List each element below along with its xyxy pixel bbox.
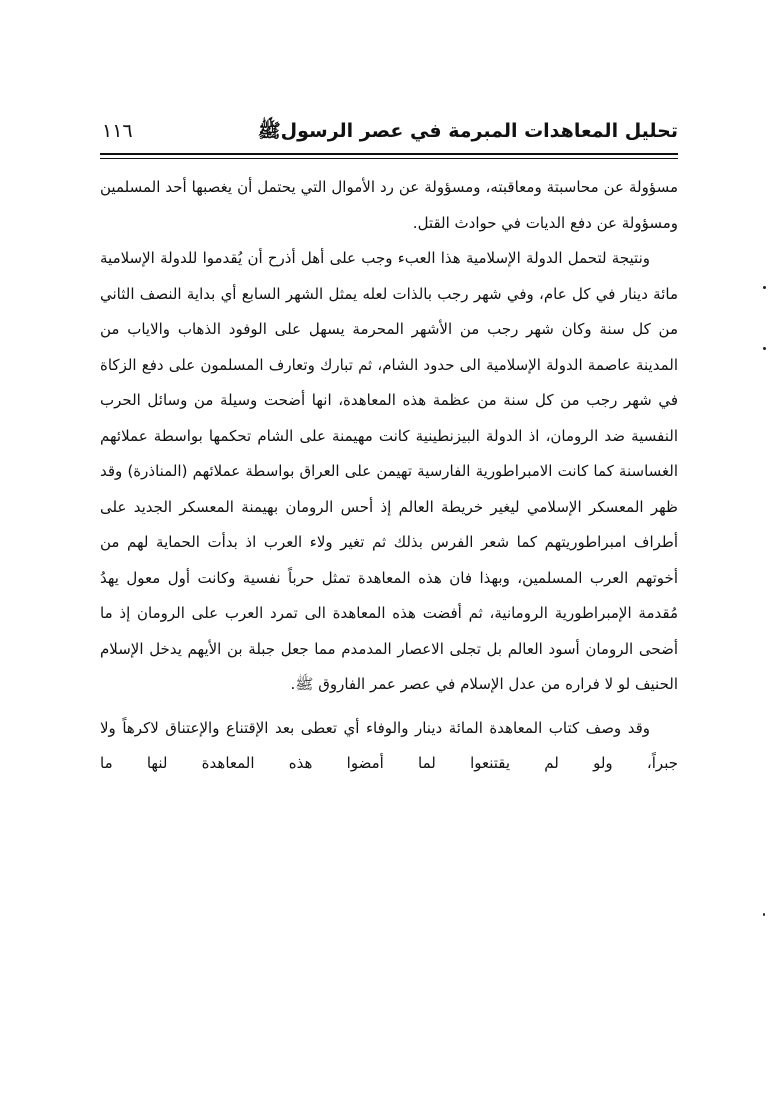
scan-speck	[763, 286, 766, 289]
header-rule-thick	[100, 153, 678, 155]
page-header	[100, 116, 678, 150]
scan-speck	[763, 347, 766, 350]
paragraph-final: وقد وصف كتاب المعاهدة المائة دينار والوفاء أي تعطى بعد الإقتناع والإعتناق لاكرهاً ولا جبراً، ولو لم يقتنعوا لما أمضوا هذه المعاهدة لنها ما	[100, 718, 678, 772]
scan-speck	[763, 913, 765, 916]
paragraph-main: ونتيجة لتحمل الدولة الإسلامية هذا العبء وجب على أهل أذرح أن يُقدموا للدولة الإسلامية مائة دينار في كل عام، وفي شهر رجب بالذات لعله يمثل الشهر السابع أي بداية النصف الثاني من كل سنة وكان شهر رجب من الأشهر المحرمة يسهل على الوفود الذهاب والاياب من المدينة عاصمة الدولة الإسلامية الى حدود الشام، ثم تبارك وتعارف المسلمون على دفع الزكاة في شهر رجب من كل سنة من عظمة هذه المعاهدة، انها أضحت وسيلة من وسائل الحرب النفسية ضد الرومان، اذ الدولة البيزنطينية كانت مهيمنة على الشام تحكمها بواسطة عملائهم الغساسنة كما كانت الامبراطورية الفارسية تهيمن على العراق بواسطة عملائهم (المناذرة) وقد ظهر المعسكر الإسلامي ليغير خريطة العالم إذ أحس الرومان بهيمنة المعسكر الجديد على أطراف امبراطوريتهم كما شعر الفرس بذلك ثم تغير ولاء العرب اذ بدأت الحماية لهم من أخوتهم العرب المسلمين، وبهذا فان هذه المعاهدة تمثل حرباً نفسية وكانت أول معول يهدُ مُقدمة الإمبراطورية الرومانية، ثم أفضت هذه المعاهدة الى تمرد العرب على الرومان إذ ما أضحى الرومان أسود العالم بل تجلى الاعصار المدمدم مما جعل جبلة بن الأيهم يدخل الإسلام الحنيف لو لا فراره من عدل الإسلام في عصر عمر الفاروق ﷺ.	[100, 249, 678, 693]
header-rule-thin	[100, 158, 678, 159]
paragraph-continuation: مسؤولة عن محاسبتة ومعاقبته، ومسؤولة عن رد الأموال التي يحتمل أن يغصبها أحد المسلمين ومسؤولة عن دفع الديات في حوادث القتل.	[100, 178, 678, 232]
body-text	[100, 170, 678, 782]
running-title: تحليل المعاهدات المبرمة في عصر الرسولﷺ	[257, 120, 678, 142]
page-number: ١١٦	[102, 120, 133, 142]
